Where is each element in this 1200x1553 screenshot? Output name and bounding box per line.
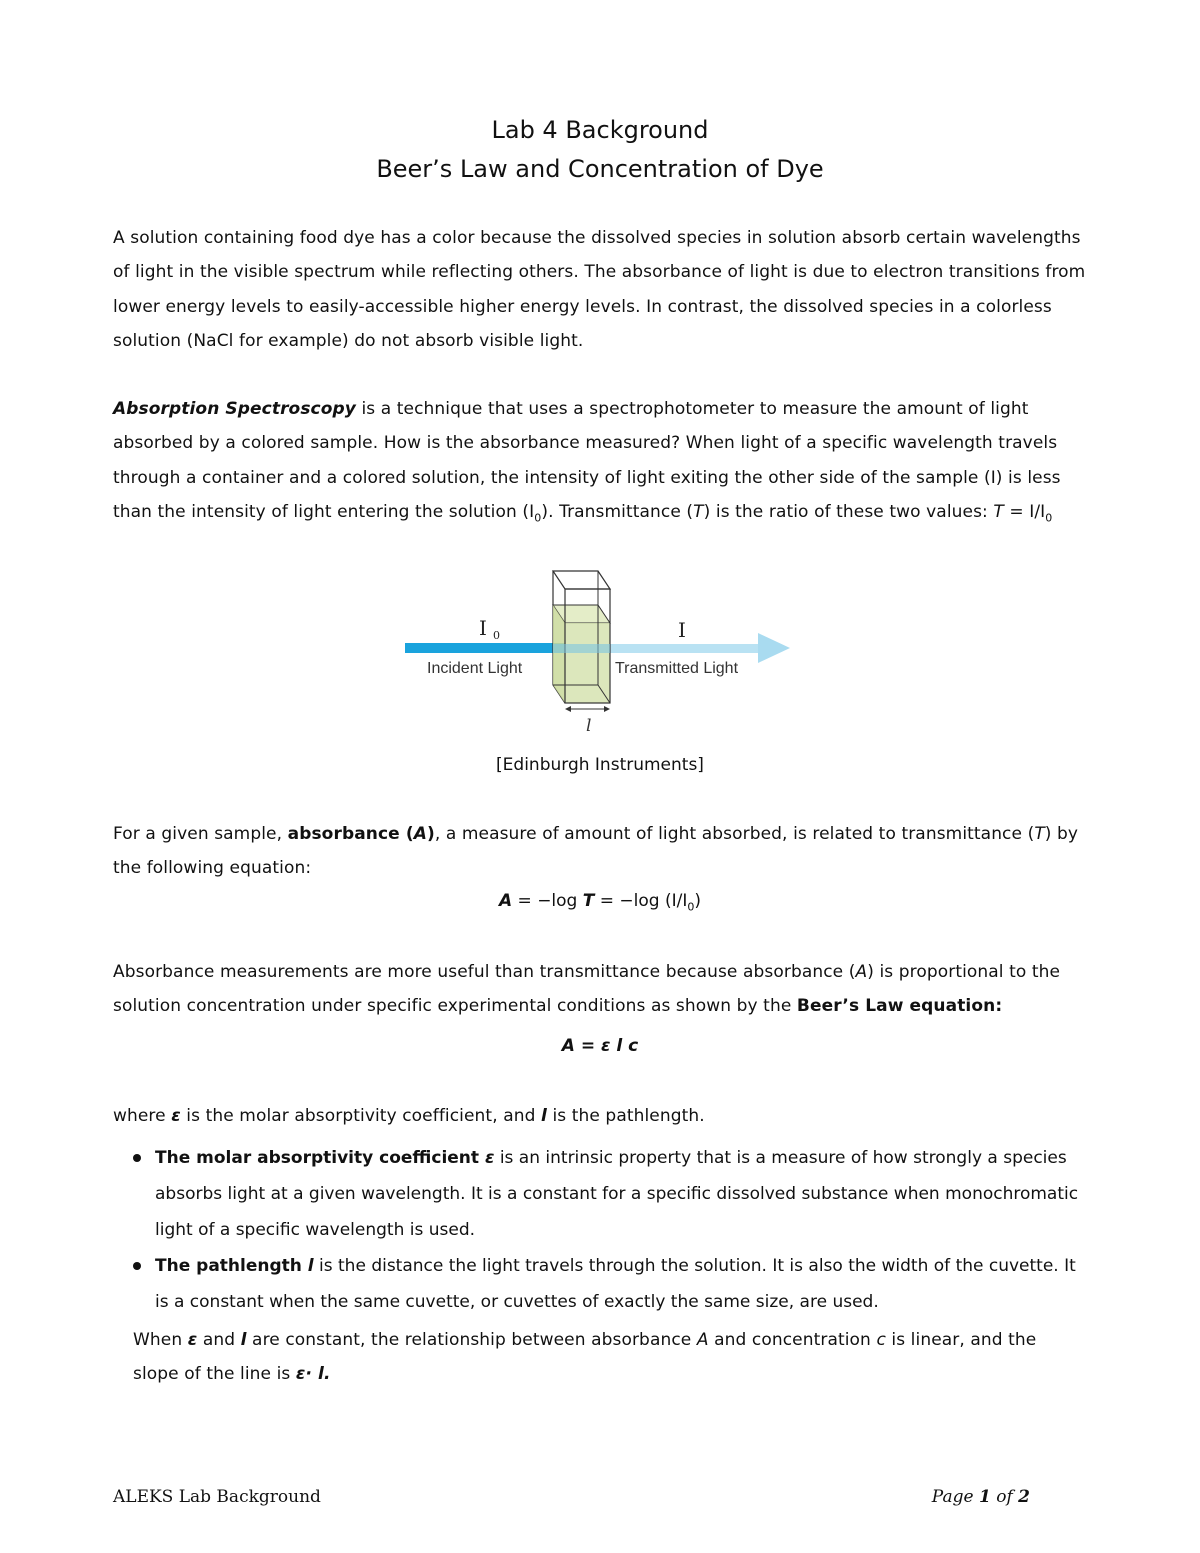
label-I0: I	[479, 616, 487, 640]
solution-body	[565, 623, 610, 703]
spectroscopy-text-b: ). Transmittance (	[541, 501, 694, 522]
list-item	[130, 1248, 1080, 1320]
eq-A: A	[498, 891, 513, 911]
absorbance-text-a: For a given sample,	[113, 824, 288, 844]
list-item	[130, 1140, 1080, 1248]
bullet-symbol: l	[307, 1256, 314, 1276]
cuvette-top	[553, 571, 610, 589]
bullet-icon	[133, 1154, 141, 1162]
page-number: 1	[978, 1487, 991, 1507]
conclusion-text-e: is linear, and the slope of the line is	[133, 1330, 1037, 1385]
conclusion-l: l	[240, 1330, 247, 1350]
formula-eq: = I/I	[1003, 501, 1046, 522]
incident-beam	[405, 643, 565, 653]
absorbance-term-close: )	[426, 824, 435, 844]
bullet-bold: The molar absorptivity coefficient	[155, 1148, 485, 1168]
bullet-symbol: ε	[484, 1148, 495, 1168]
where-text-c: is the pathlength.	[546, 1106, 705, 1126]
absorbance-text-b: , a measure of amount of light absorbed, is related to transmittance (	[434, 824, 1035, 844]
intro-paragraph: A solution containing food dye has a color because the dissolved species in solution absorb certain wavelengths of light in the visible spectrum while reflecting others. The absorbance of light is due to electron transitions from lower energy levels to easily-accessible higher energy levels. In contrast, the dissolved species in a colorless solution (NaCl for example) do not absorb visible light.	[113, 228, 1086, 351]
epsilon-symbol: ε	[171, 1106, 181, 1126]
page-subtitle: Beer’s Law and Concentration of Dye	[376, 155, 824, 183]
cuvette-figure	[400, 565, 800, 737]
definition-list	[130, 1140, 1080, 1320]
eq-close: )	[694, 891, 702, 911]
eq-rest: = −log (I/I	[594, 891, 688, 911]
absorbance-text-c: ) by the following equation:	[113, 824, 1079, 879]
beers-A: A	[855, 962, 868, 982]
conclusion-eps: ε	[187, 1330, 198, 1350]
absorbance-term: absorbance (	[287, 824, 414, 844]
pathlength-label: l	[586, 716, 592, 736]
eq-mid: = −log	[512, 891, 583, 911]
spectroscopy-paragraph	[113, 392, 1093, 536]
transmitted-label: Transmitted Light	[615, 660, 739, 677]
footer-page	[932, 1487, 1030, 1507]
l-symbol: l	[541, 1106, 547, 1126]
conclusion-text-c: are constant, the relationship between absorbance	[246, 1330, 697, 1350]
conclusion-paragraph	[133, 1323, 1083, 1392]
absorbance-equation	[0, 891, 1200, 913]
incident-label: Incident Light	[427, 660, 523, 677]
conclusion-text-a: When	[133, 1330, 188, 1350]
label-I: I	[678, 618, 686, 642]
spectroscopy-text-a: is a technique that uses a spectrophotometer to measure the amount of light absorbed by a colored sample. How is the absorbance measured? When light of a specific wavelength travels through a container and a colored solution, the intensity of light exiting the other side of the sample (I) is less than the intensity of light entering the solution (I	[113, 399, 1061, 522]
bullet-text: is an intrinsic property that is a measure of how strongly a species absorbs light at a given wavelength. It is a constant for a specific dissolved substance when monochromatic light of a specific wavelength is used.	[155, 1148, 1079, 1240]
beers-bold: Beer’s Law equation:	[796, 996, 1003, 1017]
arrow-head-icon	[758, 633, 790, 663]
conclusion-A: A	[696, 1330, 709, 1350]
formula-T: T	[993, 501, 1004, 522]
footer-left: ALEKS Lab Background	[113, 1487, 321, 1507]
beers-equation: A = ε l c	[561, 1036, 639, 1056]
spectroscopy-text-c: ) is the ratio of these two values:	[703, 501, 994, 522]
page-title: Lab 4 Background	[491, 116, 709, 144]
subscript-zero: 0	[534, 511, 542, 525]
conclusion-c: c	[876, 1330, 886, 1350]
beam-in-cuvette	[553, 644, 610, 653]
conclusion-slope: ε· l.	[295, 1364, 331, 1385]
bullet-icon	[133, 1262, 141, 1270]
beers-text-b: ) is proportional to the solution concentration under specific experimental conditions as shown by the	[113, 962, 1061, 1017]
of-word: of	[990, 1487, 1019, 1507]
transmittance-symbol-2: T	[1034, 824, 1045, 844]
pathlength-arrow-right-icon	[604, 706, 610, 712]
conclusion-text-d: and concentration	[708, 1330, 877, 1350]
bullet-text: is the distance the light travels through the solution. It is also the width of the cuvette. It is a constant when the same cuvette, or cuvettes of exactly the same size, are used.	[155, 1256, 1076, 1312]
spectroscopy-term: Absorption Spectroscopy	[113, 399, 356, 419]
where-text-b: is the molar absorptivity coefficient, and	[180, 1106, 541, 1126]
beers-text-a: Absorbance measurements are more useful than transmittance because absorbance (	[113, 962, 856, 982]
pathlength-arrow-left-icon	[565, 706, 571, 712]
formula-sub: 0	[1045, 511, 1053, 525]
page-word: Page	[931, 1487, 979, 1507]
absorbance-paragraph	[113, 817, 1093, 886]
page-total: 2	[1018, 1487, 1030, 1507]
beers-paragraph	[113, 955, 1093, 1024]
label-I0-sub: 0	[493, 629, 500, 642]
conclusion-text-b: and	[197, 1330, 241, 1350]
bullet-bold: The pathlength	[155, 1256, 308, 1276]
transmittance-symbol: T	[693, 501, 704, 522]
eq-T: T	[582, 891, 595, 911]
figure-caption: [Edinburgh Instruments]	[496, 755, 704, 775]
where-text-a: where	[113, 1106, 172, 1126]
eq-sub: 0	[687, 900, 695, 914]
absorbance-symbol: A	[413, 824, 427, 844]
where-line	[113, 1099, 1093, 1133]
